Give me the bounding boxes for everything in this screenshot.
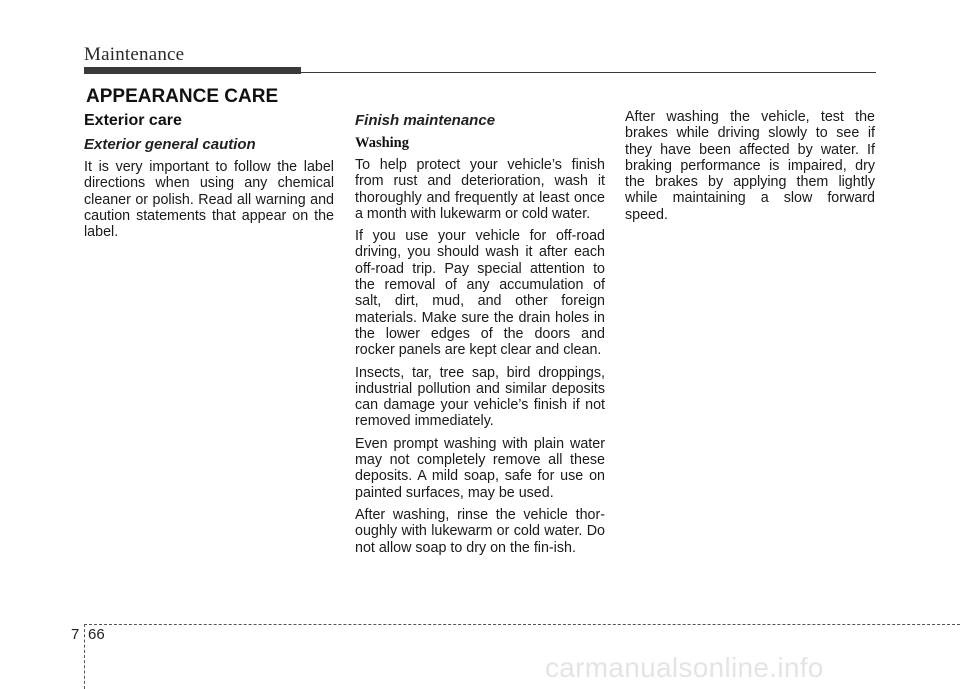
label-washing: Washing [355, 135, 409, 151]
paragraph: It is very important to follow the label directions when using any chemical cleaner or polish. Read all warning and caution statements that appear on the label. [84, 159, 334, 241]
subheading-general-caution: Exterior general caution [84, 136, 256, 153]
column-1 [84, 112, 334, 246]
header-rule-thin [301, 72, 876, 73]
column-3 [625, 109, 875, 229]
chapter-number: 7 [71, 626, 80, 643]
subheading-finish-maintenance: Finish maintenance [355, 112, 496, 129]
running-header: Maintenance [84, 44, 185, 65]
paragraph: Insects, tar, tree sap, bird droppings, industrial pollution and similar deposits can damage your vehicle’s finish if not removed immediately. [355, 364, 605, 430]
paragraph: To help protect your vehicle’s finish from rust and deterioration, wash it thoroughly and frequently at least once a month with lukewarm or cold water. [355, 157, 605, 222]
paragraph: After washing the vehicle, test the brakes while driving slowly to see if they have been affected by water. If braking performance is impaired, dry the brakes by applying them lightly while maintaining a slow forward speed. [625, 109, 875, 223]
watermark: carmanualsonline.info [545, 652, 824, 683]
footer-rule [84, 624, 960, 625]
paragraph: If you use your vehicle for off-road driving, you should wash it after each off-road trip. Pay special attention to the removal of any accumulation of salt, dirt, mud, and other foreign materials. Make sure the drain holes in the lower edges of the doors and rocker panels are kept clear and clean. [355, 228, 605, 359]
heading-exterior-care: Exterior care [84, 112, 182, 129]
header-rule-thick [84, 67, 301, 74]
column-2 [355, 112, 605, 562]
footer-divider [84, 624, 85, 689]
page-number: 66 [88, 626, 105, 643]
section-title: APPEARANCE CARE [86, 86, 279, 107]
paragraph: Even prompt washing with plain water may not completely remove all these deposits. A mild soap, safe for use on painted surfaces, may be used. [355, 435, 605, 501]
paragraph: After washing, rinse the vehicle thor-oughly with lukewarm or cold water. Do not allow soap to dry on the fin-ish. [355, 506, 605, 556]
